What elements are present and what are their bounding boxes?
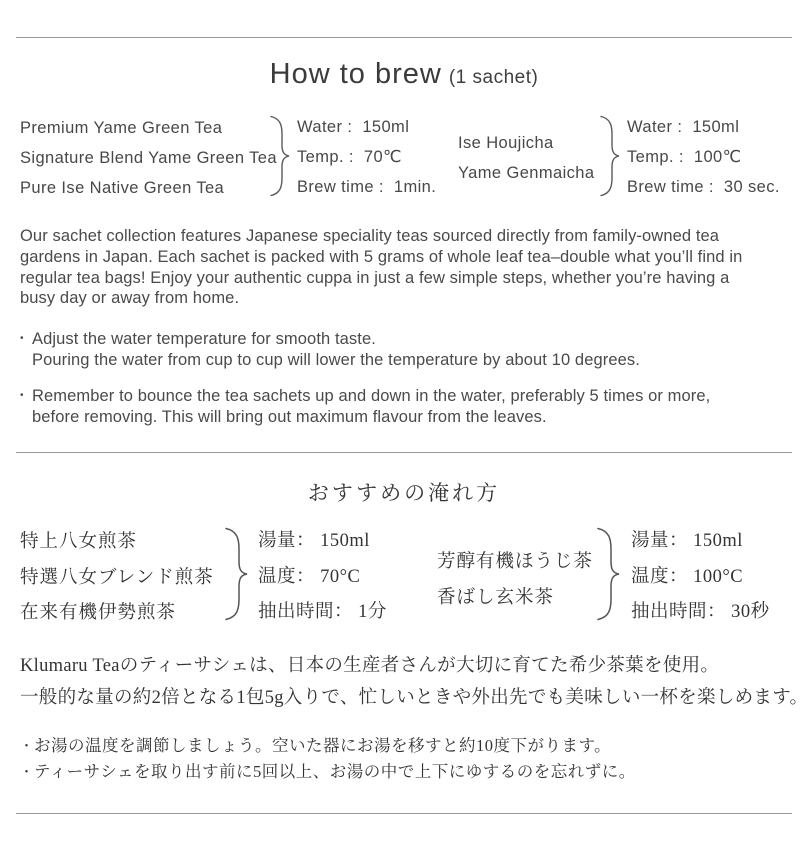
param-line: 湯量： 150ml [631, 531, 743, 551]
param-line: Brew time : 1min. [297, 178, 437, 196]
middle-divider [16, 452, 792, 453]
param-line: 温度： 70°C [258, 566, 361, 587]
tip-line: Remember to bounce the tea sachets up and down in the water, preferably 5 times or more, [32, 387, 711, 405]
tea-name: 特上八女煎茶 [20, 532, 138, 552]
tip-line: Pouring the water from cup to cup will lower the temperature by about 10 degrees. [32, 350, 640, 369]
tip-line: before removing. This will bring out maximum flavour from the leaves. [32, 407, 547, 426]
param-line: Temp. : 100℃ [627, 148, 742, 166]
description-line: gardens in Japan. Each sachet is packed with 5 grams of whole leaf tea–double what you’ll find in [20, 247, 743, 266]
param-line: Water : 150ml [297, 118, 410, 136]
brace-icon [596, 527, 621, 626]
param-line: Water : 150ml [627, 118, 740, 136]
bullet-icon: • [20, 333, 24, 344]
en-green-tea-params [297, 112, 436, 202]
en-green-tea-names [20, 113, 277, 203]
jp-tip-bounce [20, 759, 636, 785]
tea-name: Ise Houjicha [458, 134, 554, 152]
description-line: 一般的な量の約2倍となる1包5g入りで、忙しいときや外出先でも美味しい一杯を楽しめます。 [20, 687, 808, 708]
tea-name: 在来有機伊勢煎茶 [20, 603, 177, 623]
jp-title: おすすめの淹れ方 [307, 481, 501, 505]
bullet-icon: ・ [20, 764, 34, 779]
jp-roasted-tea-params [631, 524, 770, 631]
en-roasted-tea-params [627, 112, 780, 202]
description-line: Klumaru Teaのティーサシェは、日本の生産者さんが大切に育てた希少茶葉を使用。 [20, 656, 720, 676]
param-line: Brew time : 30 sec. [627, 178, 780, 196]
page-title-main: How to brew [269, 58, 442, 90]
tea-name: Signature Blend Yame Green Tea [20, 149, 277, 167]
page-title [0, 58, 808, 91]
tip-line: Adjust the water temperature for smooth taste. [32, 330, 376, 348]
tip-line: ティーサシェを取り出す前に5回以上、お湯の中で上下にゆするのを忘れずに。 [34, 762, 636, 781]
description-line: busy day or away from home. [20, 289, 240, 308]
param-line: 温度： 100°C [631, 566, 744, 587]
bottom-divider [16, 813, 792, 814]
brace-icon [599, 115, 621, 202]
description-line: regular tea bags! Enjoy your authentic cuppa in just a few simple steps, whether you’re having a [20, 268, 730, 287]
bullet-icon: • [20, 390, 24, 401]
param-line: 抽出時間： 1分 [258, 602, 387, 622]
param-line: Temp. : 70℃ [297, 148, 402, 166]
tea-name: 香ばし玄米茶 [437, 587, 555, 608]
jp-green-tea-params [258, 524, 387, 631]
en-tip-bounce [20, 386, 710, 428]
tip-line: お湯の温度を調節しましょう。空いた器にお湯を移すと約10度下がります。 [34, 736, 612, 755]
page-title-sub: (1 sachet) [448, 67, 539, 88]
tea-name: Pure Ise Native Green Tea [20, 179, 225, 197]
tea-name: Premium Yame Green Tea [20, 119, 223, 137]
tip-text [32, 386, 710, 428]
description-line: Our sachet collection features Japanese speciality teas sourced directly from family-owned tea [20, 227, 720, 245]
top-divider [16, 37, 792, 38]
en-roasted-tea-names [458, 129, 594, 188]
jp-tip-temperature [20, 733, 636, 759]
bullet-icon: ・ [20, 738, 34, 753]
jp-description [20, 651, 808, 714]
jp-tips [20, 733, 636, 785]
en-tip-temperature [20, 329, 640, 371]
jp-green-tea-names [20, 525, 214, 632]
tea-name: Yame Genmaicha [458, 163, 595, 182]
tip-text [32, 329, 640, 371]
param-line: 湯量： 150ml [258, 531, 370, 551]
brace-icon [224, 527, 249, 626]
tea-name: 芳醇有機ほうじ茶 [437, 552, 594, 572]
en-description [20, 226, 742, 309]
tea-name: 特選八女ブレンド煎茶 [20, 567, 214, 588]
jp-roasted-tea-names [437, 545, 593, 616]
param-line: 抽出時間： 30秒 [631, 602, 770, 622]
brace-icon [269, 115, 291, 202]
